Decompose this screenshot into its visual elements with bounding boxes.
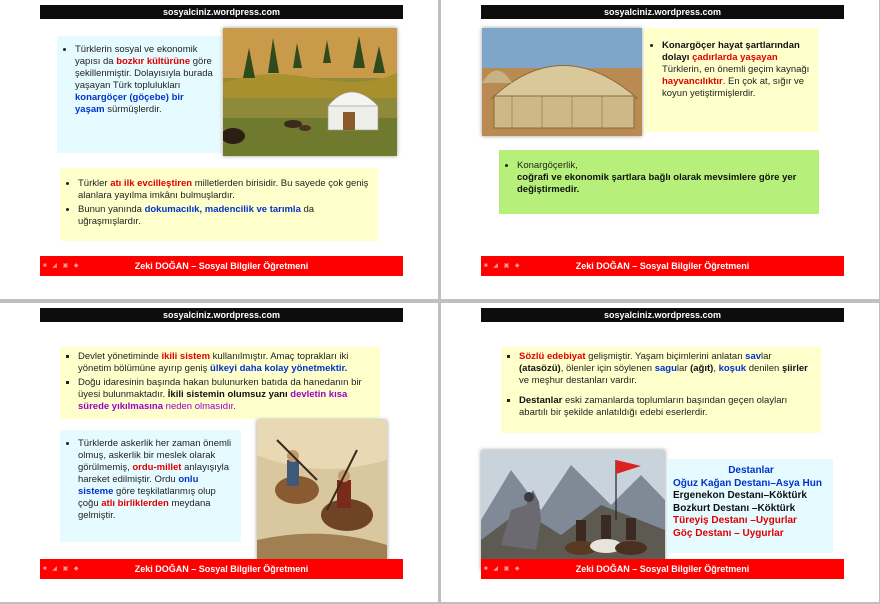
slide-footer: [481, 256, 844, 276]
epic-item: Ergenekon Destanı–Köktürk: [673, 490, 807, 501]
bullet-tents: • Konargöçer hayat şartlarından dolayı çadırlarda yaşayan Türklerin, en önemli geçim kaynağı hayvancılıktır. En çok at, sığır ve koyun yetiştirmişlerdir.: [662, 40, 812, 100]
text-box-nomadism-definition: [499, 150, 819, 214]
bullet-oral-literature: ▪ Sözlü edebiyat gelişmiştir. Yaşam biçimlerini anlatan savlar (atasözü), ölenler için söylenen sagular (ağıt), koşuk denilen şiirler ve meşhur destanları vardır.: [519, 351, 815, 387]
slide-3[interactable]: [0, 303, 438, 602]
slide-1[interactable]: [0, 0, 438, 299]
footer-text: Zeki DOĞAN – Sosyal Bilgiler Öğretmeni: [134, 261, 309, 271]
bullet-horse: • Türkler atı ilk evcilleştiren milletlerden birisidir. Bu sayede çok geniş alanlara yayılma imkânı bulmuşlardır.: [78, 178, 372, 202]
wolf-warriors-image: [481, 450, 665, 570]
yurt-steppe-image: [223, 28, 397, 156]
site-header: sosyalciniz.wordpress.com: [481, 5, 844, 19]
bullet-crafts: • Bunun yanında dokumacılık, madencilik ve tarımla da uğraşmışlardır.: [78, 204, 372, 228]
slide-nav-icons[interactable]: ■ ◢ ▣ ◆: [43, 263, 81, 269]
epic-item: Göç Destanı – Uygurlar: [673, 527, 784, 539]
slide-footer: [481, 559, 844, 579]
bullet-dual-system: ▪ Devlet yönetiminde ikili sistem kullanılmıştır. Amaç toprakları iki yönetim bölümüne ayırıp geniş ülkeyi daha kolay yönetmektir.: [78, 351, 374, 375]
bullet-east-west: ▪ Doğu idaresinin başında hakan bulunurken batıda da hanedanın bir üyesi bulunmaktadır. İkili sistemin olumsuz yanı devletin kısa sürede yıkılmasına neden olmasıdır.: [78, 377, 374, 413]
slide-nav-icons[interactable]: ■ ◢ ▣ ◆: [43, 566, 81, 572]
footer-text: Zeki DOĞAN – Sosyal Bilgiler Öğretmeni: [575, 261, 750, 271]
slide-footer: [40, 256, 403, 276]
epics-list-title: Destanlar: [728, 465, 774, 476]
epic-item: Oğuz Kağan Destanı–Asya Hun: [673, 477, 822, 489]
footer-text: Zeki DOĞAN – Sosyal Bilgiler Öğretmeni: [575, 564, 750, 574]
text-box-steppe-culture: [57, 36, 221, 153]
site-header: sosyalciniz.wordpress.com: [481, 308, 844, 322]
bullet-army: • Türklerde askerlik her zaman önemli olmuş, askerlik bir meslek olarak görülmemiş, ordu-millet anlayışıyla hareket edilmiştir. Ordu onlu sisteme göre teşkilatlanmış olup çoğu atlı birliklerden meydana gelmiştir.: [78, 438, 235, 522]
slide-2[interactable]: [441, 0, 879, 299]
yurt-closeup-image: [482, 28, 642, 136]
bullet-epics-definition: ▪ Destanlar eski zamanlarda toplumların başından geçen olayları abartılı bir şekilde anlatıldığı edebi eserlerdir.: [519, 395, 815, 419]
text-box-oral-literature: [501, 347, 821, 433]
epic-item: Bozkurt Destanı –Köktürk: [673, 502, 796, 514]
slide-nav-icons[interactable]: ■ ◢ ▣ ◆: [484, 263, 522, 269]
epics-list: [673, 478, 829, 541]
text-box-dual-system: [60, 347, 380, 419]
turkic-warriors-image: [257, 420, 387, 572]
text-box-epics-list: [667, 459, 833, 553]
site-header: sosyalciniz.wordpress.com: [40, 308, 403, 322]
text-box-horse-domestication: [60, 168, 378, 241]
epic-item: Türeyiş Destanı –Uygurlar: [673, 515, 797, 526]
text-box-army: [60, 430, 241, 542]
footer-text: Zeki DOĞAN – Sosyal Bilgiler Öğretmeni: [134, 564, 309, 574]
slide-footer: [40, 559, 403, 579]
slide-4[interactable]: [441, 303, 879, 602]
bullet-nomadism: • Konargöçerlik, coğrafi ve ekonomik şartlara bağlı olarak mevsimlere göre yer değiştirmedir.: [517, 160, 813, 196]
text-box-tents-livestock: [644, 28, 818, 132]
slide-nav-icons[interactable]: ■ ◢ ▣ ◆: [484, 566, 522, 572]
bullet-steppe-culture: • Türklerin sosyal ve ekonomik yapısı da bozkır kültürüne göre şekillenmiştir. Dolayısıyla burada yaşayan Türk toplulukları konargöçer (göçebe) bir yaşam sürmüşlerdir.: [75, 44, 215, 116]
site-header: sosyalciniz.wordpress.com: [40, 5, 403, 19]
